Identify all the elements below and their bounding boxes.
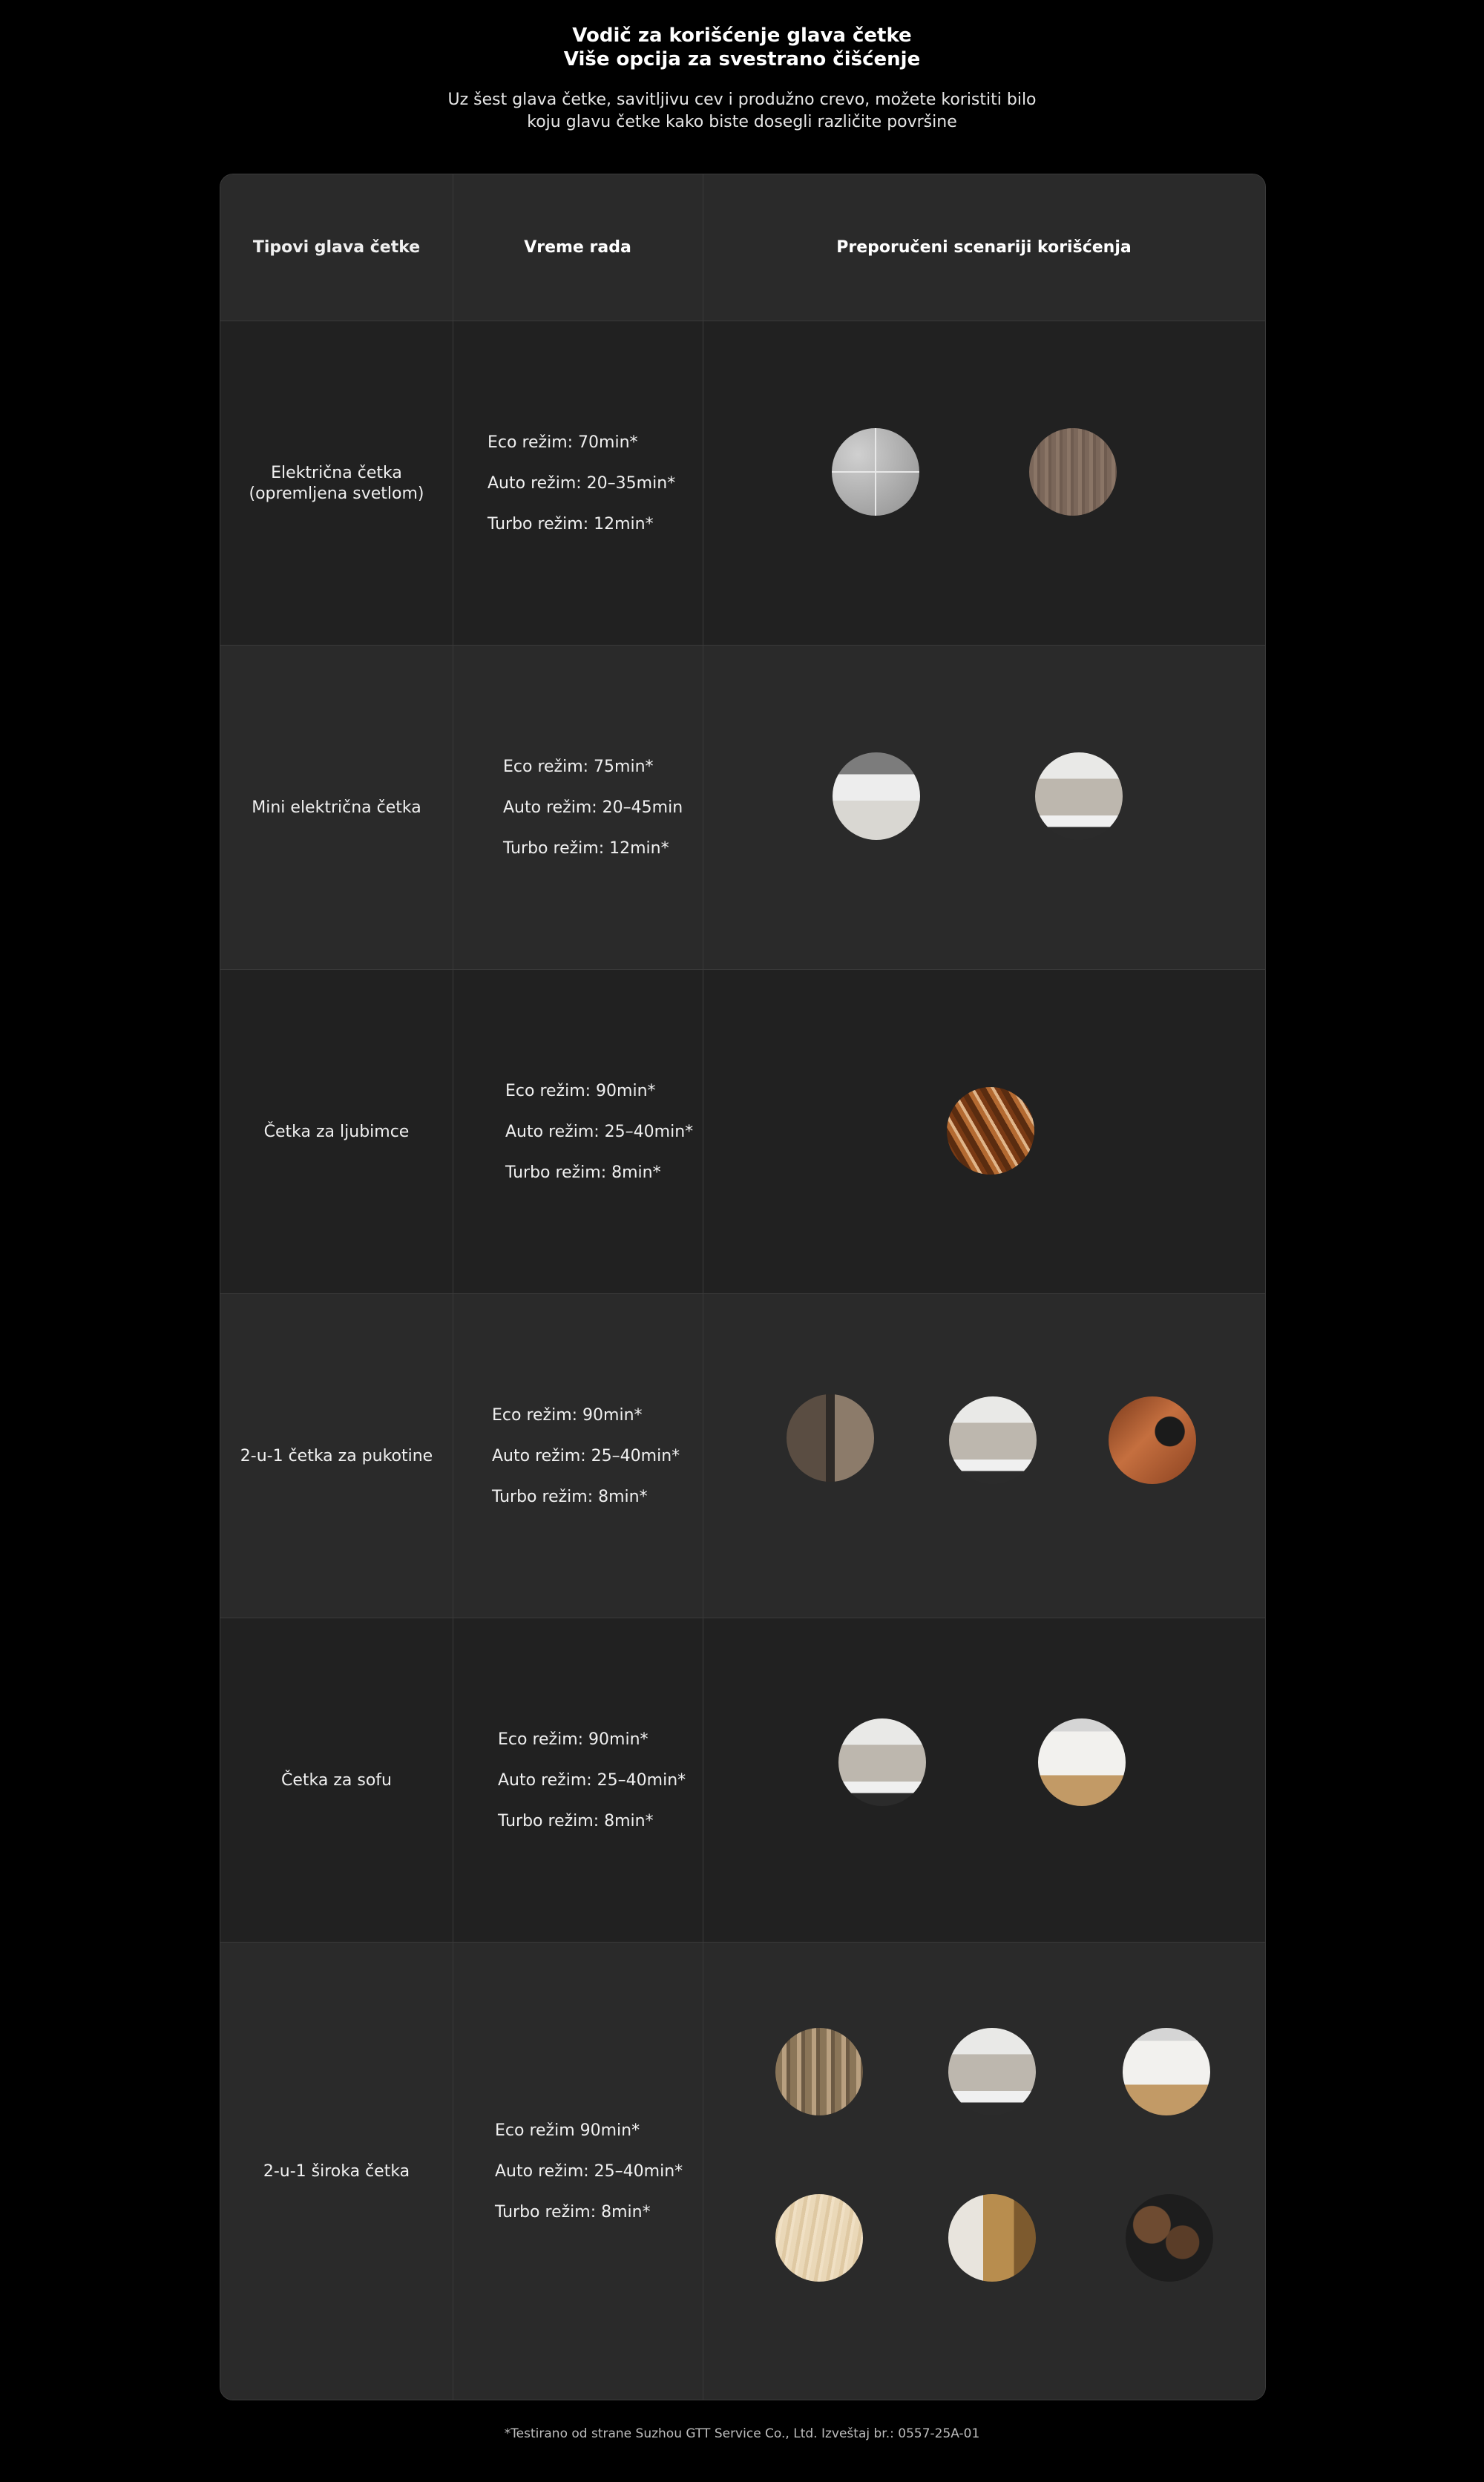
page-subtitle: Uz šest glava četke, savitljivu cev i produžno crevo, možete koristiti bilo koju glavu četke kako biste dosegli različite površine xyxy=(447,91,1037,131)
run-time-cell: Eco režim: 70min* Auto režim: 20–35min* Turbo režim: 12min* xyxy=(487,433,676,534)
table-header-row xyxy=(220,174,1265,321)
brush-type-cell: 2-u-1 široka četka xyxy=(263,2161,410,2181)
bed-icon xyxy=(833,752,920,840)
light-wood-icon xyxy=(775,2194,863,2282)
column-header-scenarios: Preporučeni scenariji korišćenja xyxy=(836,238,1132,257)
table-row xyxy=(220,321,1265,646)
sofa-icon xyxy=(948,2028,1036,2115)
sofa-icon xyxy=(1035,752,1123,840)
run-time-cell: Eco režim: 75min* Auto režim: 20–45min Turbo režim: 12min* xyxy=(503,758,683,858)
pet-fur-icon xyxy=(947,1087,1034,1175)
column-header-type: Tipovi glava četke xyxy=(252,237,421,257)
page-header xyxy=(0,24,1484,134)
run-time-cell: Eco režim 90min* Auto režim: 25–40min* Turbo režim: 8min* xyxy=(495,2121,683,2222)
column-header-time: Vreme rada xyxy=(524,238,631,257)
brush-type-cell: Četka za ljubimce xyxy=(263,1122,410,1141)
car-interior-icon xyxy=(1126,2194,1213,2282)
brush-type-cell: Električna četka (opremljena svetlom) xyxy=(249,463,424,503)
run-time-cell: Eco režim: 90min* Auto režim: 25–40min* Turbo režim: 8min* xyxy=(505,1082,694,1182)
wood-floor-icon xyxy=(1029,428,1117,516)
table-row xyxy=(220,1942,1265,2400)
brush-type-cell: Mini električna četka xyxy=(252,798,421,817)
sofa-icon xyxy=(949,1396,1037,1484)
table-row xyxy=(220,1618,1265,1943)
brush-type-cell: 2-u-1 četka za pukotine xyxy=(240,1446,433,1465)
table-row xyxy=(220,1293,1265,1618)
cabinet-icon xyxy=(948,2194,1036,2282)
table-row xyxy=(220,645,1265,970)
run-time-cell: Eco režim: 90min* Auto režim: 25–40min* Turbo režim: 8min* xyxy=(492,1406,680,1506)
brush-type-cell: Četka za sofu xyxy=(281,1770,392,1790)
leather-seat-icon xyxy=(1109,1396,1196,1484)
crevice-gap-icon xyxy=(787,1394,874,1482)
page-title: Vodič za korišćenje glava četke Više opcija za svestrano čišćenje xyxy=(563,24,921,70)
curtain-icon xyxy=(775,2028,863,2115)
mattress-icon xyxy=(1038,1718,1126,1806)
run-time-cell: Eco režim: 90min* Auto režim: 25–40min* Turbo režim: 8min* xyxy=(498,1730,686,1831)
footnote: *Testirano od strane Suzhou GTT Service Co., Ltd. Izveštaj br.: 0557-25A-01 xyxy=(504,2426,980,2441)
tile-floor-icon xyxy=(832,428,919,516)
sofa-icon xyxy=(838,1718,926,1806)
mattress-icon xyxy=(1123,2028,1210,2115)
brush-head-table xyxy=(220,174,1266,2400)
table-row xyxy=(220,969,1265,1294)
